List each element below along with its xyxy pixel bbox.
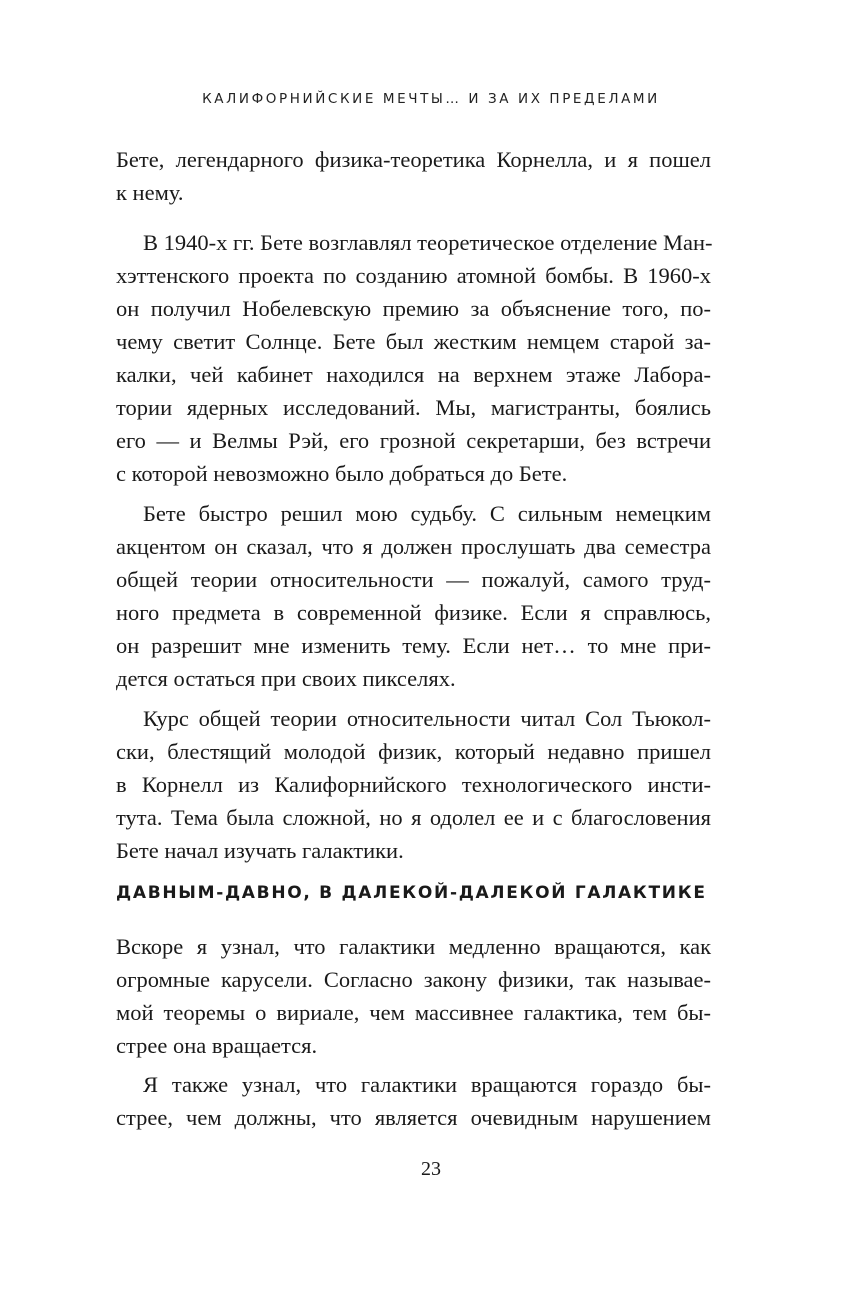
text-line: Вскоре я узнал, что галактики медленно вращаются, как xyxy=(116,934,711,959)
text-line: Бете, легендарного физика-теоретика Корнелла, и я пошел xyxy=(116,147,711,172)
page-number: 23 xyxy=(421,1158,441,1180)
text-line: мой теоремы о вириале, чем массивнее галактика, тем бы- xyxy=(116,1000,711,1025)
text-line: чему светит Солнце. Бете был жестким немцем старой за- xyxy=(116,329,711,354)
section-heading: ДАВНЫМ-ДАВНО, В ДАЛЕКОЙ-ДАЛЕКОЙ ГАЛАКТИКЕ xyxy=(116,883,707,903)
text-line: в Корнелл из Калифорнийского технологического инсти- xyxy=(116,772,711,797)
text-line: акцентом он сказал, что я должен прослушать два семестра xyxy=(116,534,711,559)
text-line: В 1940-х гг. Бете возглавлял теоретическое отделение Ман- xyxy=(143,230,713,255)
text-line: его — и Велмы Рэй, его грозной секретарши, без встречи xyxy=(116,428,711,453)
text-line: он получил Нобелевскую премию за объяснение того, по- xyxy=(116,296,711,321)
text-line: Бете начал изучать галактики. xyxy=(116,838,404,863)
text-line: тута. Тема была сложной, но я одолел ее и с благословения xyxy=(116,805,711,830)
running-head: КАЛИФОРНИЙСКИЕ МЕЧТЫ… И ЗА ИХ ПРЕДЕЛАМИ xyxy=(202,91,660,107)
text-line: тории ядерных исследований. Мы, магистранты, боялись xyxy=(116,395,711,420)
text-line: стрее, чем должны, что является очевидным нарушением xyxy=(116,1105,711,1130)
text-line: Бете быстро решил мою судьбу. С сильным немецким xyxy=(143,501,711,526)
text-line: ски, блестящий молодой физик, который недавно пришел xyxy=(116,739,711,764)
text-line: он разрешит мне изменить тему. Если нет… то мне при- xyxy=(116,633,711,658)
text-line: общей теории относительности — пожалуй, самого труд- xyxy=(116,567,711,592)
text-line: стрее она вращается. xyxy=(116,1033,318,1058)
text-line: Я также узнал, что галактики вращаются гораздо бы- xyxy=(143,1072,711,1097)
text-line: хэттенского проекта по созданию атомной бомбы. В 1960-х xyxy=(116,263,711,288)
text-line: Курс общей теории относительности читал Сол Тьюкол- xyxy=(143,706,711,731)
text-line: ного предмета в современной физике. Если я справлюсь, xyxy=(116,600,711,625)
text-line: дется остаться при своих пикселях. xyxy=(116,666,456,691)
text-line: к нему. xyxy=(116,180,184,205)
text-line: калки, чей кабинет находился на верхнем этаже Лабора- xyxy=(116,362,711,387)
text-line: с которой невозможно было добраться до Бете. xyxy=(116,461,568,486)
text-line: огромные карусели. Согласно закону физики, так называе- xyxy=(116,967,711,992)
